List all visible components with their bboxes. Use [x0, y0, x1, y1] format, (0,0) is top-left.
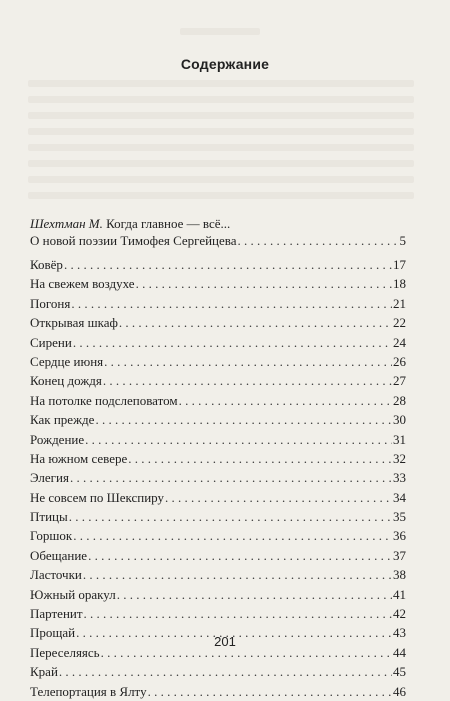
dot-leader — [70, 468, 392, 487]
toc-entry-page: 37 — [393, 547, 406, 563]
toc-entry-title: На свежем воздухе — [30, 276, 135, 292]
show-through-line — [28, 160, 414, 167]
toc-entry-title: Элегия — [30, 470, 69, 486]
toc-entry-page: 31 — [393, 431, 406, 447]
dot-leader — [104, 352, 392, 371]
show-through-line — [28, 176, 414, 183]
dot-leader — [117, 585, 392, 604]
toc-entry-title: Сердце июня — [30, 353, 104, 369]
toc-entry-title: Сирени — [30, 334, 72, 350]
toc-entry — [30, 526, 406, 545]
toc-entry — [30, 662, 406, 681]
toc-entry-title: Ласточки — [30, 567, 82, 583]
toc-entry-page: 42 — [393, 606, 406, 622]
show-through-line — [28, 128, 414, 135]
toc-entry-title: Переселяясь — [30, 644, 100, 660]
show-through-line — [28, 80, 414, 87]
intro-second-line — [30, 232, 406, 249]
dot-leader — [73, 333, 392, 352]
dot-leader — [84, 604, 392, 623]
toc-entry-page: 27 — [393, 373, 406, 389]
toc-entry-title: Телепортация в Ялту — [30, 683, 147, 699]
toc-entry-page: 44 — [393, 644, 406, 660]
dot-leader — [59, 662, 392, 681]
dot-leader — [69, 507, 392, 526]
toc-entry — [30, 391, 406, 410]
toc-entry-title: Погоня — [30, 295, 71, 311]
toc-entry-page: 45 — [393, 664, 406, 680]
dot-leader — [103, 371, 392, 390]
dot-leader — [136, 274, 392, 293]
toc-entry-title: Как прежде — [30, 412, 95, 428]
toc-entry — [30, 313, 406, 332]
show-through-line — [180, 28, 260, 35]
show-through-line — [28, 192, 414, 199]
toc-entry — [30, 546, 406, 565]
dot-leader — [64, 255, 392, 274]
dot-leader — [119, 313, 392, 332]
toc-entry — [30, 333, 406, 352]
show-through-line — [28, 112, 414, 119]
intro-page: 5 — [399, 233, 406, 248]
dot-leader — [88, 546, 392, 565]
dot-leader — [179, 391, 392, 410]
toc-entry — [30, 410, 406, 429]
toc-entry-page: 24 — [393, 334, 406, 350]
toc-entry-page: 36 — [393, 528, 406, 544]
toc-entry-title: Обещание — [30, 547, 88, 563]
toc-entry-title: Южный оракул — [30, 586, 116, 602]
intro-author: Шехтман М. — [30, 216, 103, 231]
dot-leader — [85, 430, 392, 449]
toc-entry-page: 28 — [393, 392, 406, 408]
toc-entry-title: На потолке подслеповатом — [30, 392, 178, 408]
toc-entry-page: 43 — [393, 625, 406, 641]
dot-leader — [73, 526, 392, 545]
intro-first-line — [30, 215, 406, 232]
toc-entry — [30, 507, 406, 526]
toc-entry — [30, 488, 406, 507]
toc-entry-page: 46 — [393, 683, 406, 699]
show-through-line — [28, 96, 414, 103]
toc-entry-title: Край — [30, 664, 58, 680]
dot-leader — [238, 232, 399, 249]
dot-leader — [165, 488, 392, 507]
dot-leader — [128, 449, 392, 468]
toc-entry — [30, 371, 406, 390]
page-number: 201 — [214, 634, 236, 649]
toc-entry-page: 32 — [393, 450, 406, 466]
toc-entry — [30, 585, 406, 604]
toc-entry — [30, 682, 406, 701]
toc-entry-title: Ковёр — [30, 257, 63, 272]
dot-leader — [148, 682, 392, 701]
intro-entry — [30, 215, 406, 249]
dot-leader — [83, 565, 392, 584]
toc-entry-page: 26 — [393, 353, 406, 369]
toc-entry-title: Конец дождя — [30, 373, 102, 389]
toc-entry — [30, 294, 406, 313]
toc-entry-title: Не совсем по Шекспиру — [30, 489, 165, 505]
toc-entry-page: 41 — [393, 586, 406, 602]
dot-leader — [71, 294, 392, 313]
toc-entry-title: Птицы — [30, 509, 68, 525]
toc-entry-page: 30 — [393, 412, 406, 428]
dot-leader — [95, 410, 392, 429]
toc-entry — [30, 430, 406, 449]
show-through-line — [28, 144, 414, 151]
toc-entry-page: 21 — [393, 295, 406, 311]
toc-entry-page: 18 — [393, 276, 406, 292]
toc-entry-page: 38 — [393, 567, 406, 583]
toc-entry-title: Партенит — [30, 606, 83, 622]
toc-entry — [30, 468, 406, 487]
toc-entry — [30, 274, 406, 293]
intro-title-line2: О новой поэзии Тимофея Сергейцева — [30, 233, 237, 248]
toc-entry-title: Прощай — [30, 625, 76, 641]
toc-entry-page: 33 — [393, 470, 406, 486]
toc-entry-title: Горшок — [30, 528, 73, 544]
toc-entry-title: Рождение — [30, 431, 85, 447]
toc-entry-title: На южном севере — [30, 450, 128, 466]
toc-entry — [30, 255, 406, 274]
toc-entry-title: Открывая шкаф — [30, 315, 118, 331]
toc-entry-page: 22 — [393, 315, 406, 331]
toc-entry — [30, 565, 406, 584]
intro-title-line1: Когда главное — всё... — [106, 216, 231, 231]
toc-entry-page: 34 — [393, 489, 406, 505]
toc-entry — [30, 352, 406, 371]
toc-entry — [30, 449, 406, 468]
toc-entry-page: 35 — [393, 509, 406, 525]
toc-entry-page: 17 — [393, 257, 406, 272]
contents-heading: Содержание — [180, 56, 270, 72]
toc-entry — [30, 604, 406, 623]
